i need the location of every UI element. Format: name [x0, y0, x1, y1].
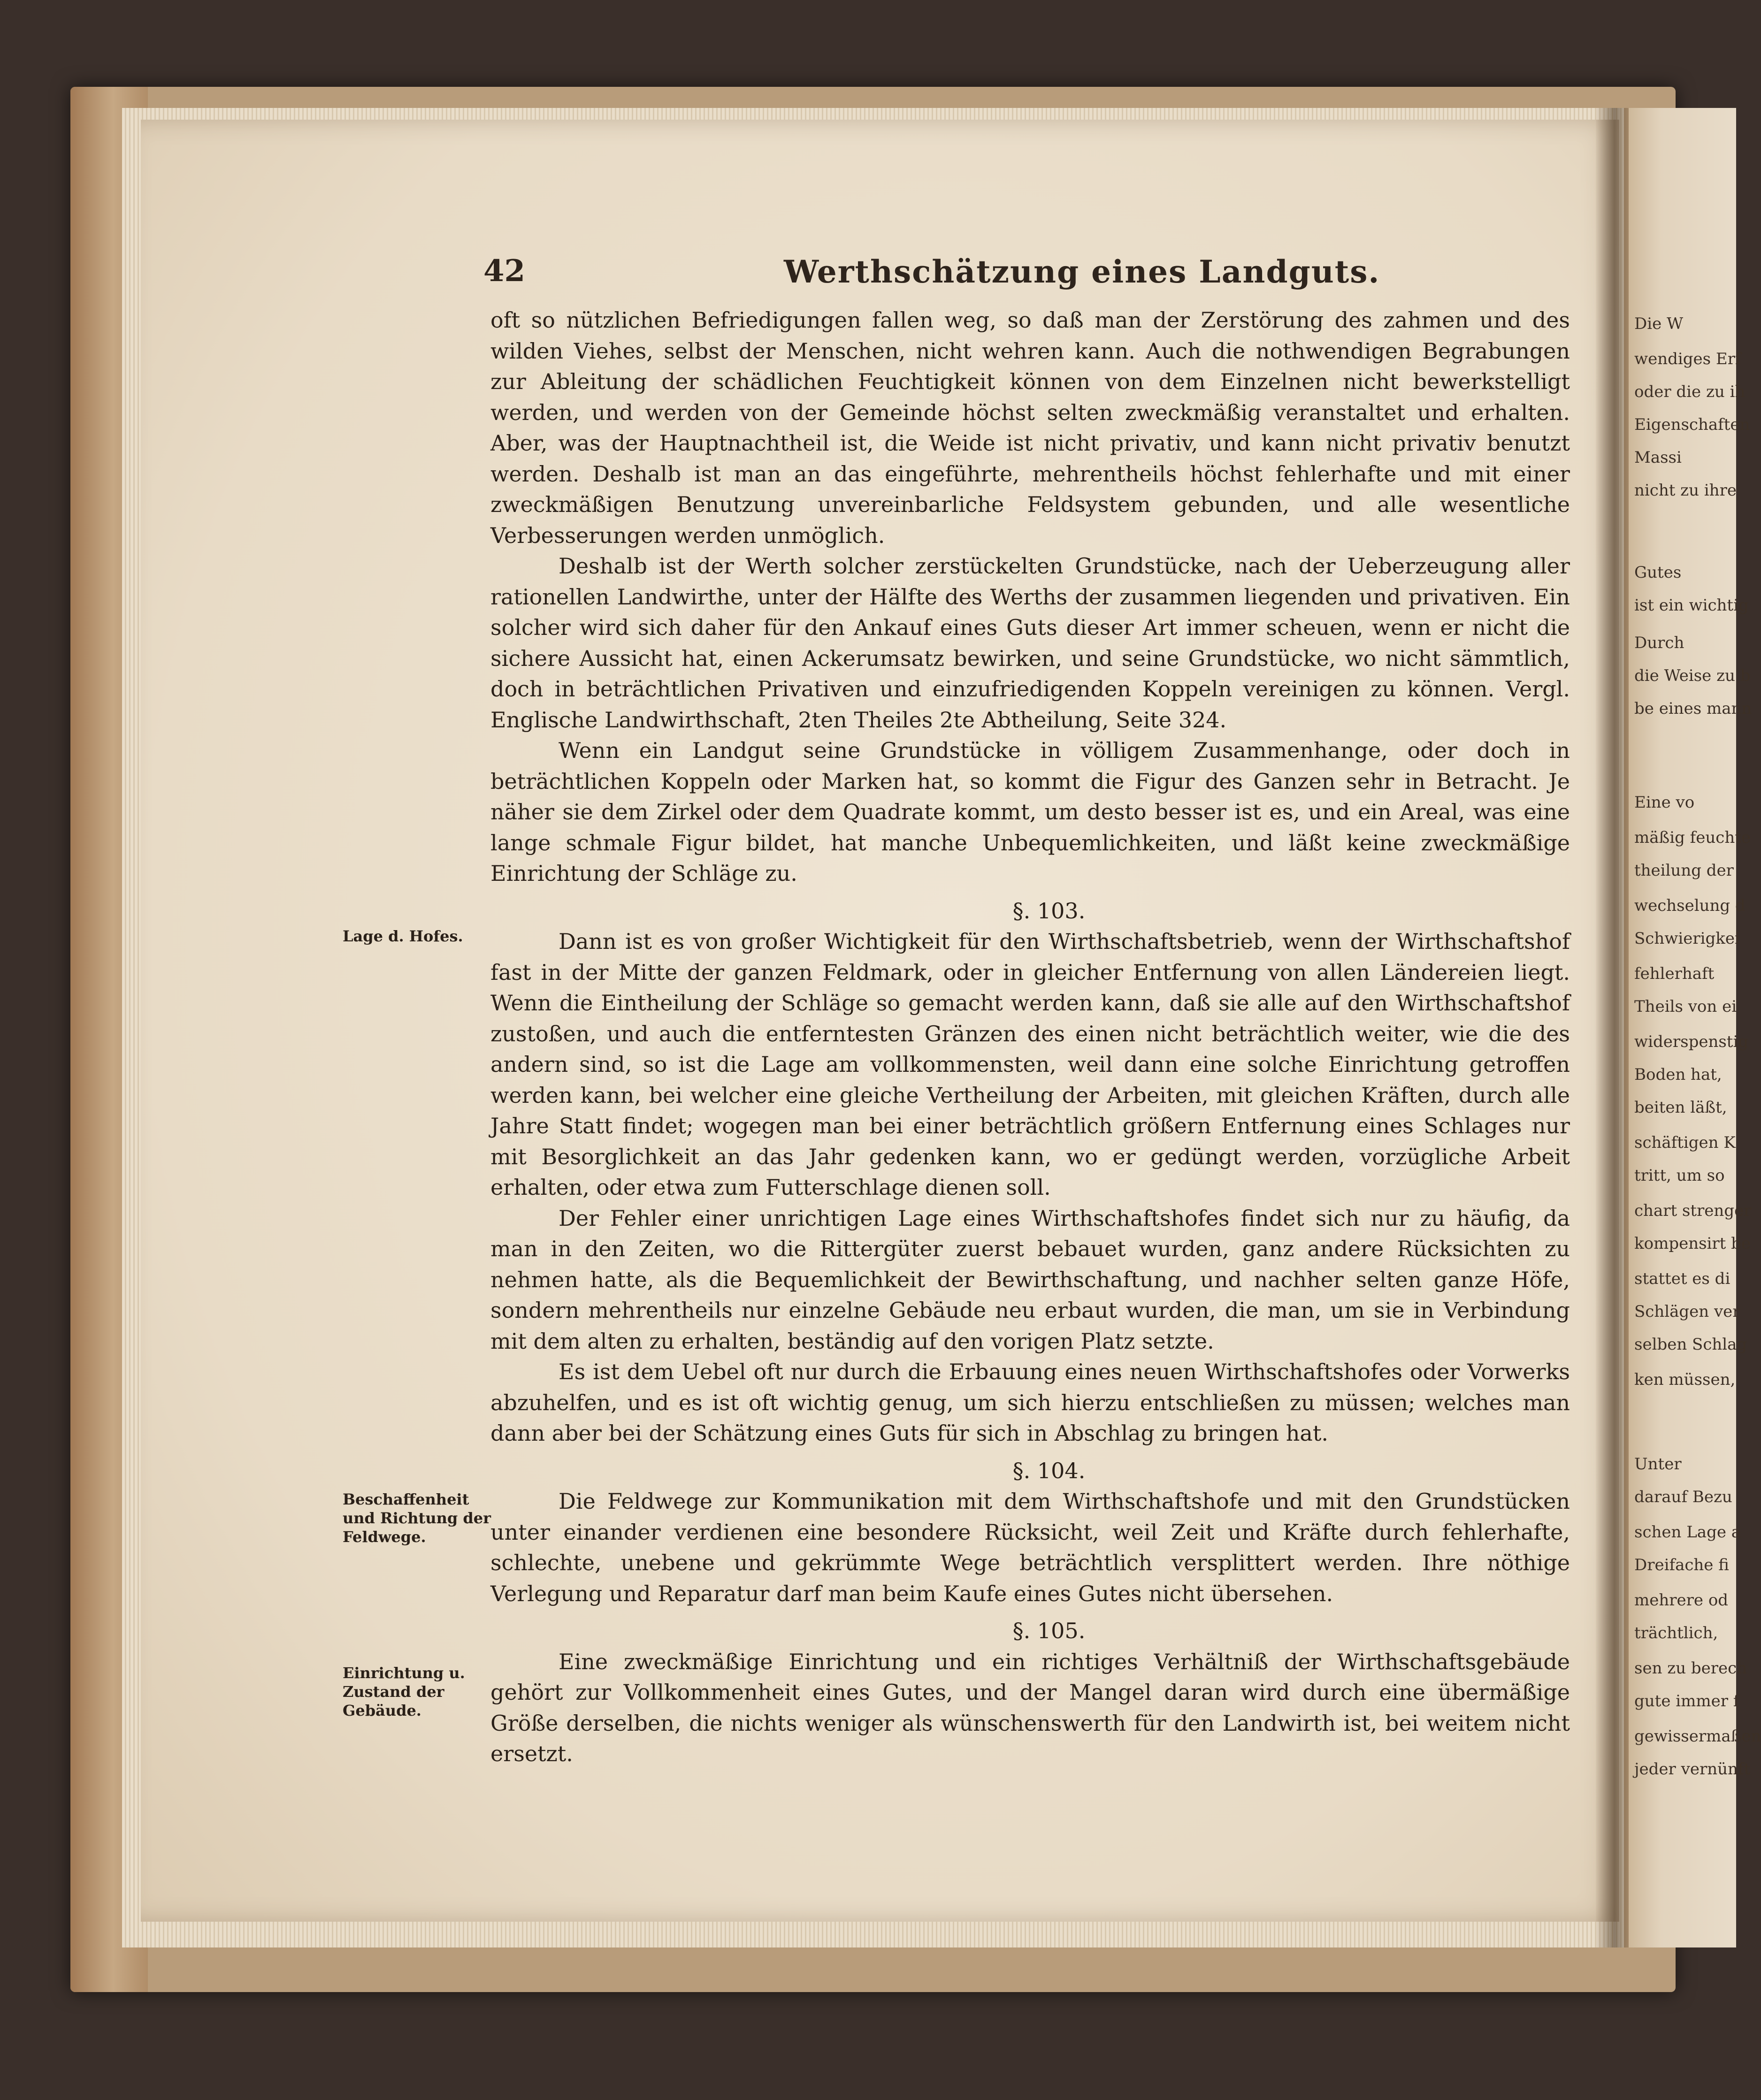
right-page-line: ken müssen, [1634, 1370, 1736, 1389]
right-page-line: trächtlich, [1634, 1624, 1718, 1642]
right-page-line: mäßig feuchte [1634, 828, 1751, 847]
right-page-line: Boden hat, [1634, 1065, 1722, 1084]
right-page-line: wechselung d [1634, 896, 1746, 915]
section-heading-105: §. 105. [1012, 1618, 1086, 1643]
paragraph: Deshalb ist der Werth solcher zerstückelten Grundstücke, nach der Ueberzeugung aller rationellen Landwirthe, unter der Hälfte des Werths der zusammen liegenden und privativen. Ein solcher wird sich daher für den Ankauf eines Guts dieser Art immer scheuen, wenn er nicht die sichere Aussicht hat, einen Ackerumsatz bewirken, und seine Grundstücke, wo nicht sämmtlich, doch in beträchtlichen Privativen und einzufriedigenden Koppeln vereinigen zu können. Vergl. Englische Landwirthschaft, 2ten Theiles 2te Abtheilung, Seite 324. [490, 553, 1570, 733]
right-page-line: Schlägen ver [1634, 1302, 1740, 1321]
right-page-line: sen zu berech [1634, 1659, 1747, 1678]
paragraph: oft so nützlichen Befriedigungen fallen weg, so daß man der Zerstörung des zahmen und des wilden Viehes, selbst der Menschen, nicht wehren kann. Auch die nothwendigen Begrabungen zur Ableitung der schädlichen Feuchtigkeit können von dem Einzelnen nicht bewerkstelligt werden, und werden von der Gemeinde höchst selten zweckmäßig veranstaltet und erhalten. Aber, was der Hauptnachtheil ist, die Weide ist nicht privativ, und kann nicht privativ benutzt werden. Deshalb ist man an das eingeführte, mehrentheils höchst fehlerhafte und mit einer zweckmäßigen Benutzung unvereinbarliche Feldsystem gebunden, und alle wesentliche Verbesserungen werden unmöglich. [490, 307, 1570, 548]
paragraph: Die Feldwege zur Kommunikation mit dem Wirthschaftshofe und mit den Grundstücken unter einander verdienen eine besondere Rücksicht, weil Zeit und Kräfte durch fehlerhafte, schlechte, unebene und gekrümmte Wege beträchtlich versplittert werden. Ihre nöthige Verlegung und Reparatur darf man beim Kaufe eines Gutes nicht übersehen. [490, 1489, 1570, 1606]
right-page-line: Eigenschaften [1634, 415, 1750, 434]
paragraph: Wenn ein Landgut seine Grundstücke in völligem Zusammenhange, oder doch in beträchtlichen Koppeln oder Marken hat, so kommt die Figur des Ganzen sehr in Betracht. Je näher sie dem Zirkel oder dem Quadrate kommt, um desto besser ist es, und ein Areal, was eine lange schmale Figur bildet, hat manche Unbequemlichkeiten, und läßt keine zweckmäßige Einrichtung der Schläge zu. [490, 738, 1570, 886]
right-page-line: mehrere od [1634, 1591, 1729, 1610]
right-page-line: schäftigen K [1634, 1133, 1736, 1152]
right-page-line: wendiges Erf [1634, 350, 1741, 368]
right-page-line: fehlerhaft [1634, 964, 1715, 983]
right-page-line: Durch [1634, 634, 1684, 652]
paragraph: Dann ist es von großer Wichtigkeit für den Wirthschaftsbetrieb, wenn der Wirthschaftshof fast in der Mitte der ganzen Feldmark, oder in gleicher Entfernung von allen Ländereien liegt. Wenn die Eintheilung der Schläge so gemacht werden kann, daß sie alle auf den Wirthschaftshof zustoßen, und auch die entferntesten Gränzen des einen nicht beträchtlich weiter, wie die des andern sind, so ist die Lage am vollkommensten, weil dann eine solche Einrichtung getroffen werden kann, bei welcher eine gleiche Vertheilung der Arbeiten, mit gleichen Kräften, durch alle Jahre Statt findet; wogegen man bei einer beträchtlich größern Entfernung eines Schlages nur mit Besorglichkeit an das Jahr gedenken kann, wo er gedüngt werden, vorzügliche Arbeit erhalten, oder etwa zum Futterschlage dienen soll. [490, 929, 1570, 1200]
section-heading-104: §. 104. [1012, 1458, 1086, 1483]
right-page-line: be eines mann [1634, 699, 1752, 718]
marginal-note-gebaeude: Einrichtung u. Zustand der Gebäude. [343, 1664, 465, 1719]
right-page-line: Gutes [1634, 563, 1682, 582]
paragraph: Eine zweckmäßige Einrichtung und ein richtiges Verhältniß der Wirthschaftsgebäude gehört zur Vollkommenheit eines Gutes, und der Mangel daran wird durch eine übermäßige Größe derselben, die nichts weniger als wünschenswerth für den Landwirth ist, bei weitem nicht ersetzt. [490, 1649, 1570, 1766]
right-page-line: gewissermaßen [1634, 1727, 1761, 1746]
right-page-line: schen Lage a [1634, 1523, 1741, 1542]
right-page-line: darauf Bezu [1634, 1488, 1732, 1506]
right-page-line: gute immer f [1634, 1692, 1739, 1711]
right-page-fragment [1629, 108, 1761, 1947]
marginal-note-lage: Lage d. Hofes. [343, 927, 463, 945]
right-page-line: Theils von ei [1634, 997, 1737, 1016]
right-page-line: ist ein wichtig [1634, 596, 1749, 615]
page-header [483, 253, 1586, 291]
right-page-line: Eine vo [1634, 793, 1695, 812]
right-page-line: kompensirt be [1634, 1234, 1751, 1253]
right-page-line: widerspenstig [1634, 1032, 1749, 1051]
right-page-line: Dreifache fi [1634, 1556, 1729, 1574]
right-page-line: beiten läßt, [1634, 1098, 1727, 1117]
body-text [490, 305, 1570, 1770]
right-page-line: die Weise zu b [1634, 666, 1751, 685]
section-heading-103: §. 103. [1012, 898, 1086, 924]
page-number: 42 [483, 253, 526, 289]
paragraph: Der Fehler einer unrichtigen Lage eines Wirthschaftshofes findet sich nur zu häufig, da man in den Zeiten, wo die Rittergüter zuerst bebauet wurden, ganz andere Rücksichten zu nehmen hatte, als die Bequemlichkeit der Bewirthschaftung, und nachher selten ganze Höfe, sondern mehrentheils nur einzelne Gebäude neu erbaut wurden, die man, um sie in Verbindung mit dem alten zu erhalten, beständig auf den vorigen Platz setzte. [490, 1205, 1570, 1354]
marginal-note-feldwege: Beschaffenheit und Richtung der Feldwege. [343, 1490, 491, 1546]
paragraph: Es ist dem Uebel oft nur durch die Erbauung eines neuen Wirthschaftshofes oder Vorwerks abzuhelfen, und es ist oft wichtig genug, um sich hierzu entschließen zu müssen; welches man dann aber bei der Schätzung eines Guts für sich in Abschlag zu bringen hat. [490, 1359, 1570, 1446]
book-gutter [1596, 108, 1633, 1947]
right-page-line: jeder vernünft [1634, 1760, 1751, 1779]
right-page-line: stattet es di [1634, 1269, 1730, 1288]
right-page-line: Schwierigkei [1634, 929, 1740, 948]
right-page-line: Unter [1634, 1455, 1682, 1474]
right-page-line: Die W [1634, 314, 1684, 333]
right-page-line: chart strenger [1634, 1201, 1752, 1220]
right-page-line: selben Schlag [1634, 1335, 1747, 1354]
right-page-line: tritt, um so [1634, 1166, 1725, 1185]
right-page-line: oder die zu ih [1634, 382, 1746, 401]
right-page-line: Massi [1634, 448, 1682, 467]
right-page-line: nicht zu ihre [1634, 481, 1737, 500]
running-title: Werthschätzung eines Landguts. [784, 253, 1380, 290]
right-page-line: theilung der [1634, 861, 1734, 880]
